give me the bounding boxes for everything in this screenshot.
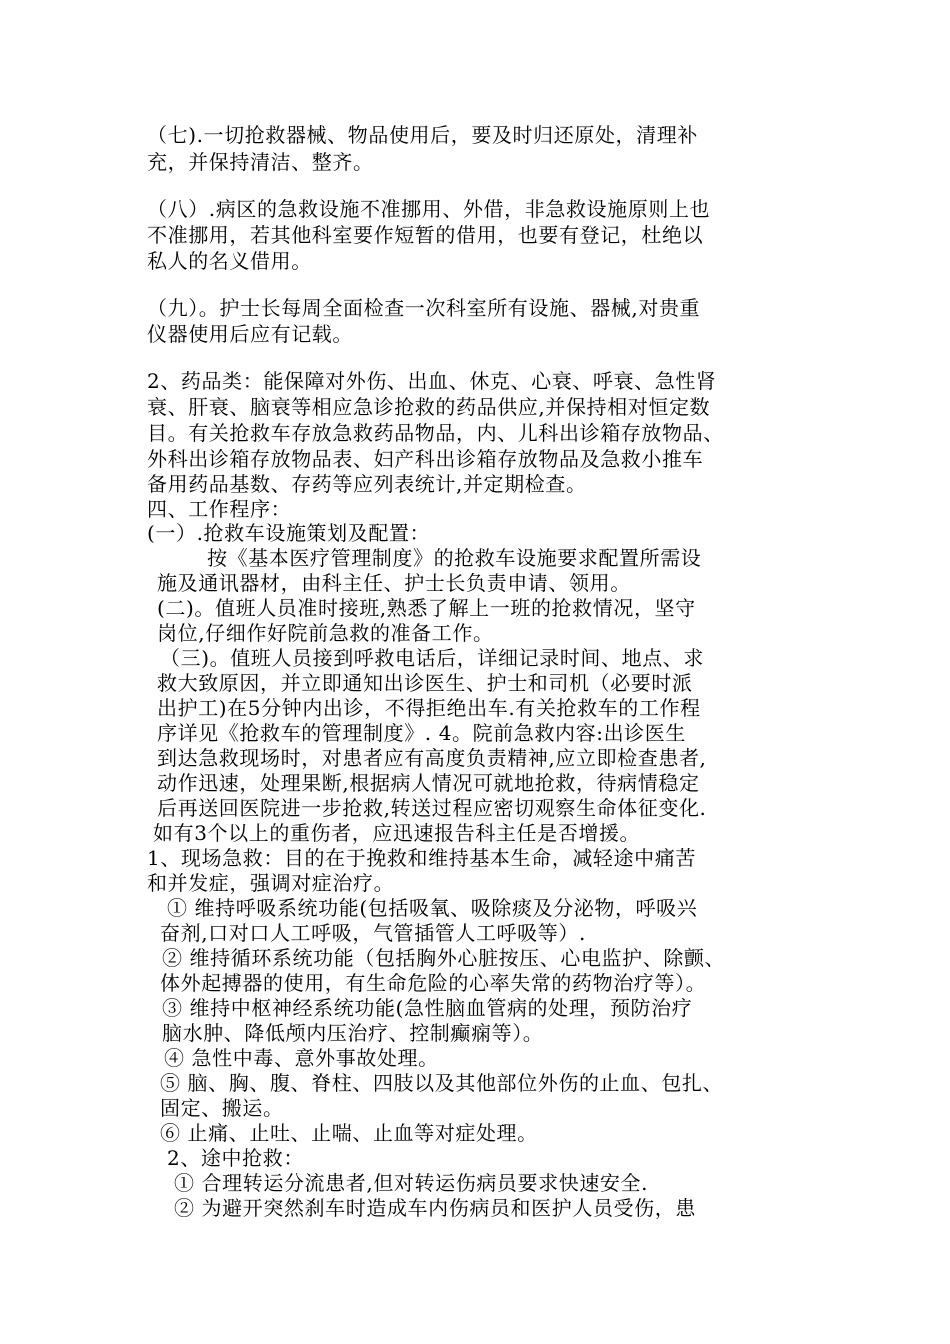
text-line: （九）。护士长每周全面检查一次科室所有设施、器械,对贵重 — [147, 296, 701, 320]
text-line: 充，并保持清洁、整齐。 — [147, 150, 374, 174]
text-line: 和并发症，强调对症治疗。 — [147, 871, 395, 895]
text-line: (二)。值班人员准时接班,熟悉了解上一班的抢救情况，坚守 — [157, 596, 696, 620]
text-line: (一）.抢救车设施策划及配置： — [147, 521, 431, 545]
text-line: 脑水肿、降低颅内压治疗、控制癫痫等）。 — [162, 1021, 544, 1045]
section-heading: 2、途中抢救： — [167, 1146, 304, 1170]
text-line: 1、现场急救：目的在于挽救和维持基本生命，减轻途中痛苦 — [147, 846, 696, 870]
text-line: 序详见《抢救车的管理制度》. 4。院前急救内容:出诊医生 — [157, 721, 686, 745]
text-line: 到达急救现场时，对患者应有高度负责精神,应立即检查患者, — [157, 746, 707, 770]
list-item: ① 合理转运分流患者,但对转运伤病员要求快速安全. — [174, 1171, 649, 1195]
text-line: 不准挪用，若其他科室要作短暂的借用，也要有登记，杜绝以 — [147, 223, 704, 247]
text-line: 动作迅速，处理果断,根据病人情况可就地抢救，待病情稳定 — [157, 771, 700, 795]
text-line: 后再送回医院进一步抢救,转送过程应密切观察生命体征变化. — [157, 796, 707, 820]
text-line: 岗位,仔细作好院前急救的准备工作。 — [157, 621, 494, 645]
text-line: 外科出诊箱存放物品表、妇产科出诊箱存放物品及急救小推车 — [147, 447, 704, 471]
text-line: 固定、搬运。 — [160, 1096, 284, 1120]
list-item: ④ 急性中毒、意外事故处理。 — [164, 1046, 439, 1070]
text-line: 救大致原因，并立即通知出诊医生、护士和司机（必要时派 — [157, 671, 693, 695]
text-line: 出护工)在5分钟内出诊，不得拒绝出车.有关抢救车的工作程 — [157, 696, 701, 720]
text-line: 衰、肝衰、脑衰等相应急诊抢救的药品供应,并保持相对恒定数 — [147, 395, 711, 419]
list-item: ③ 维持中枢神经系统功能(急性脑血管病的处理，预防治疗 — [162, 996, 693, 1020]
list-item: ② 为避开突然刹车时造成车内伤病员和医护人员受伤，患 — [174, 1196, 696, 1220]
section-heading: 四、工作程序： — [147, 497, 292, 521]
text-line: 按《基本医疗管理制度》的抢救车设施要求配置所需设 — [207, 546, 702, 570]
text-line: 目。有关抢救车存放急救药品物品，内、儿科出诊箱存放物品、 — [147, 421, 724, 445]
text-line: 备用药品基数、存药等应列表统计,并定期检查。 — [147, 472, 587, 496]
list-item: ① 维持呼吸系统功能(包括吸氧、吸除痰及分泌物，呼吸兴 — [167, 896, 698, 920]
text-line: 如有3个以上的重伤者，应迅速报告科主任是否增援。 — [153, 821, 641, 845]
text-line: 私人的名义借用。 — [147, 249, 312, 273]
text-line: 施及通讯器材，由科主任、护士长负责申请、领用。 — [157, 571, 631, 595]
text-line: 2、药品类：能保障对外伤、出血、休克、心衰、呼衰、急性肾 — [147, 369, 717, 393]
list-item: ② 维持循环系统功能（包括胸外心脏按压、心电监护、除颤、 — [162, 946, 726, 970]
list-item: ⑥ 止痛、止吐、止喘、止血等对症处理。 — [160, 1121, 538, 1145]
text-line: 体外起搏器的使用，有生命危险的心率失常的药物治疗等）。 — [160, 971, 707, 995]
text-line: （八）.病区的急救设施不准挪用、外借，非急救设施原则上也 — [147, 197, 711, 221]
text-line: （三)。值班人员接到呼救电话后，详细记录时间、地点、求 — [160, 646, 705, 670]
list-item: ⑤ 脑、胸、腹、脊柱、四肢以及其他部位外伤的止血、包扎、 — [160, 1071, 724, 1095]
text-line: 奋剂,口对口人工呼吸，气管插管人工呼吸等）. — [160, 921, 586, 945]
text-line: 仪器使用后应有记载。 — [147, 322, 353, 346]
text-line: （七).一切抢救器械、物品使用后，要及时归还原处，清理补 — [147, 123, 698, 147]
